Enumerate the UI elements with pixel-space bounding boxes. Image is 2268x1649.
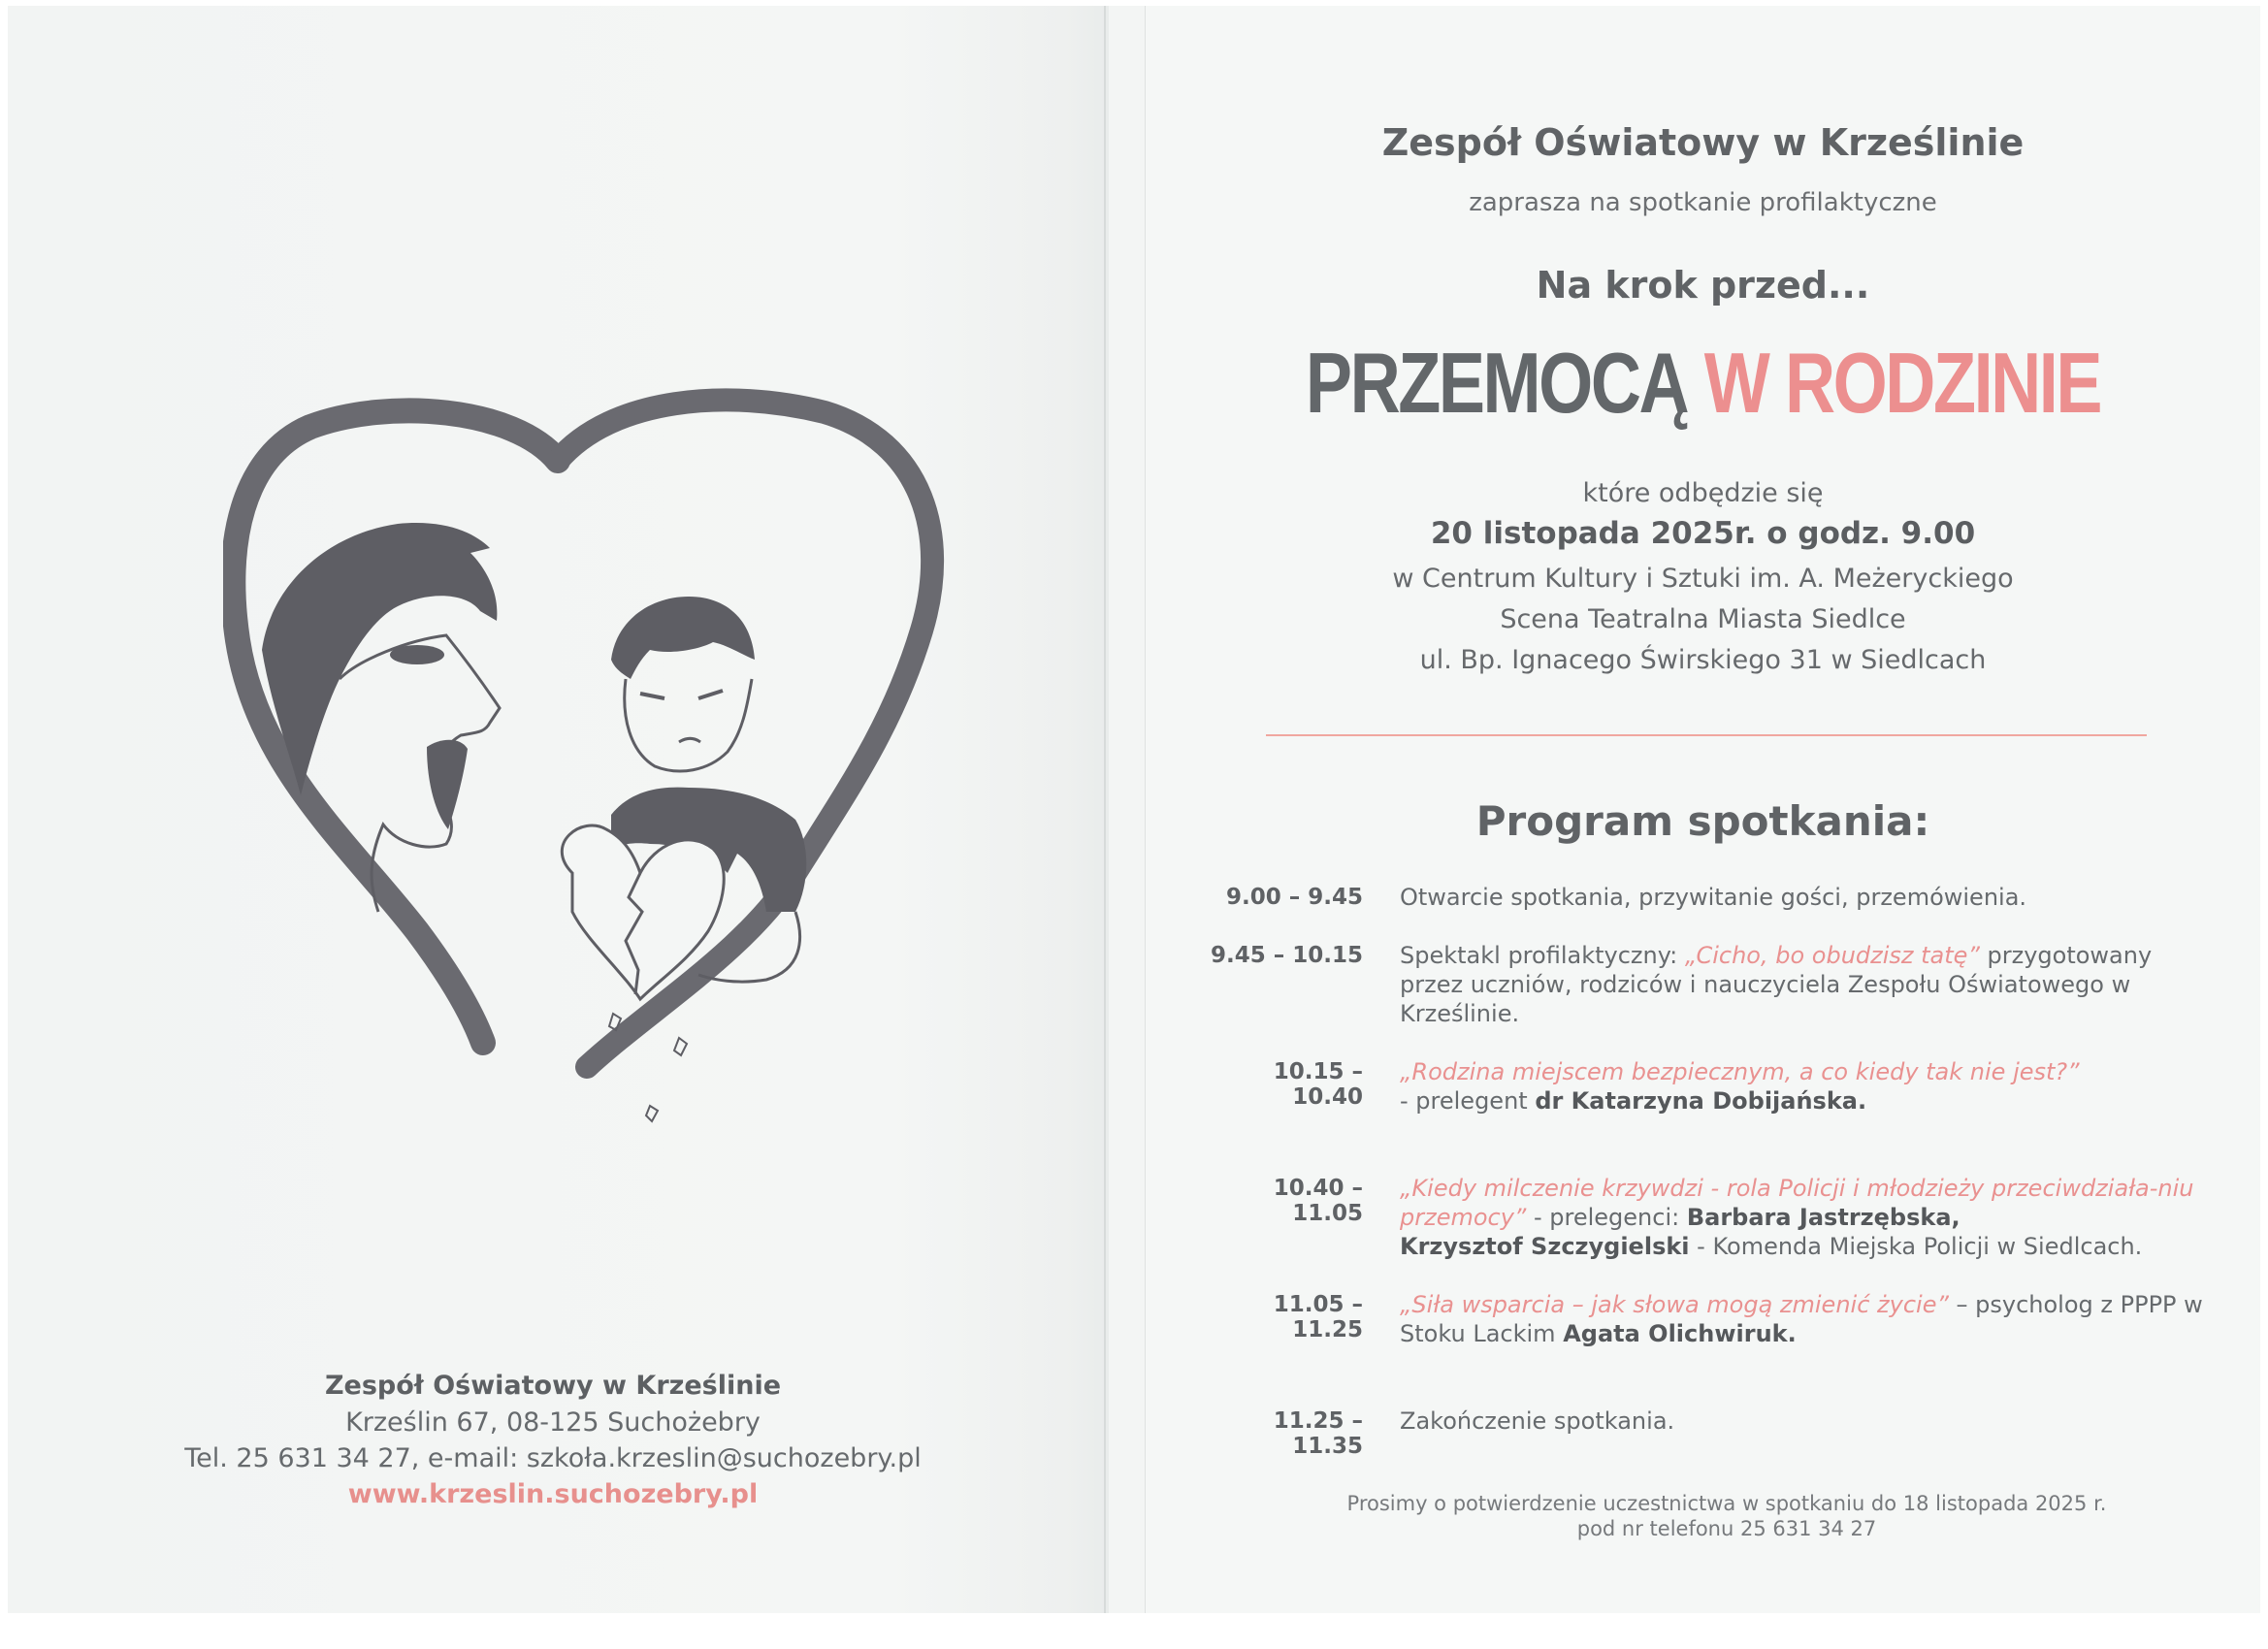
program-speaker: Barbara Jastrzębska, — [1686, 1204, 1960, 1231]
event-date-time: 20 listopada 2025r. o godz. 9.00 — [1430, 516, 1976, 551]
program-time: 9.00 – 9.45 — [1225, 885, 1363, 910]
boy-mouth — [679, 738, 700, 742]
event-title-part2: W RODZINIE — [1703, 335, 2101, 431]
section-divider — [1266, 734, 2147, 736]
rsvp-notice — [1261, 1491, 2192, 1541]
rsvp-line-1: Prosimy o potwierdzenie uczestnictwa w spotkaniu do 18 listopada 2025 r. — [1346, 1492, 2107, 1515]
school-contact: Tel. 25 631 34 27, e-mail: szkoła.krzeslin@suchozebry.pl — [184, 1443, 922, 1473]
program-text: Otwarcie spotkania, przywitanie gości, przemówienia. — [1400, 884, 2027, 911]
program-quote: „Kiedy milczenie krzywdzi - rola Policji i młodzieży przeciwdziała-niu przemocy” — [1400, 1175, 2194, 1231]
boy-eyebrows — [640, 691, 723, 698]
program-description — [1400, 1290, 2205, 1348]
program-time: 11.25 – 11.35 — [1273, 1408, 1363, 1459]
program-item — [1203, 1057, 2212, 1116]
event-venue — [1146, 559, 2260, 681]
program-text: – psycholog z PPPP w Stoku Lackim — [1400, 1291, 2203, 1347]
program-description — [1400, 941, 2205, 1028]
program-item — [1203, 1406, 2212, 1459]
program-description — [1400, 1174, 2205, 1261]
program-description — [1400, 1057, 2205, 1116]
program-quote: „Rodzina miejscem bezpiecznym, a co kiedy tak nie jest?” — [1400, 1058, 2080, 1085]
school-website-link[interactable]: www.krzeslin.suchozebry.pl — [347, 1479, 759, 1509]
program-description — [1400, 1406, 2205, 1459]
program-time: 11.05 – 11.25 — [1273, 1292, 1363, 1342]
venue-line-2: Scena Teatralna Miasta Siedlce — [1500, 604, 1906, 634]
program-quote: „Cicho, bo obudzisz tatę” — [1684, 942, 1980, 969]
heart-illustration — [223, 388, 999, 1145]
program-item — [1203, 883, 2212, 912]
program-speaker: Agata Olichwiruk. — [1563, 1320, 1797, 1347]
man-eye — [390, 645, 444, 664]
venue-line-3: ul. Bp. Ignacego Świrskiego 31 w Siedlcach — [1419, 645, 1987, 675]
invite-text: zaprasza na spotkanie profilaktyczne — [1469, 188, 1937, 217]
fold-line — [1104, 6, 1106, 1613]
program-text: - prelegent — [1400, 1087, 1536, 1115]
program-item — [1203, 941, 2212, 1028]
program-time: 9.45 – 10.15 — [1210, 943, 1363, 968]
venue-line-1: w Centrum Kultury i Sztuki im. A. Meżeryckiego — [1392, 564, 2014, 594]
program-text: przygotowany przez uczniów, rodziców i nauczyciela Zespołu Oświatowego w Krześlinie. — [1400, 942, 2153, 1027]
boy-hair — [611, 597, 755, 679]
man-mouth — [427, 740, 468, 829]
school-address: Krześlin 67, 08-125 Suchożebry — [345, 1407, 761, 1438]
event-subtitle: Na krok przed... — [1536, 264, 1870, 307]
program-item — [1203, 1290, 2212, 1348]
organization-title: Zespół Oświatowy w Krześlinie — [1381, 121, 2025, 164]
school-name: Zespół Oświatowy w Krześlinie — [324, 1371, 782, 1401]
event-title — [1246, 335, 2159, 432]
school-contact-block — [175, 1368, 931, 1513]
program-time: 10.15 – 10.40 — [1273, 1059, 1363, 1110]
program-speaker: Krzysztof Szczygielski — [1400, 1233, 1690, 1260]
program-text: Zakończenie spotkania. — [1400, 1407, 1675, 1435]
when-intro: które odbędzie się — [1582, 478, 1824, 508]
program-text: - prelegenci: — [1526, 1204, 1687, 1231]
program-quote: „Siła wsparcia – jak słowa mogą zmienić życie” — [1400, 1291, 1949, 1318]
program-title: Program spotkania: — [1475, 797, 1930, 845]
program-speaker: dr Katarzyna Dobijańska. — [1535, 1087, 1867, 1115]
program-item — [1203, 1174, 2212, 1261]
program-text: - Komenda Miejska Policji w Siedlcach. — [1689, 1233, 2143, 1260]
program-time: 10.40 – 11.05 — [1273, 1176, 1363, 1226]
rsvp-line-2: pod nr telefonu 25 631 34 27 — [1576, 1517, 1877, 1540]
event-title-part1: PRZEMOCĄ — [1305, 335, 1688, 431]
program-text: Spektakl profilaktyczny: — [1400, 942, 1685, 969]
program-description — [1400, 883, 2205, 912]
